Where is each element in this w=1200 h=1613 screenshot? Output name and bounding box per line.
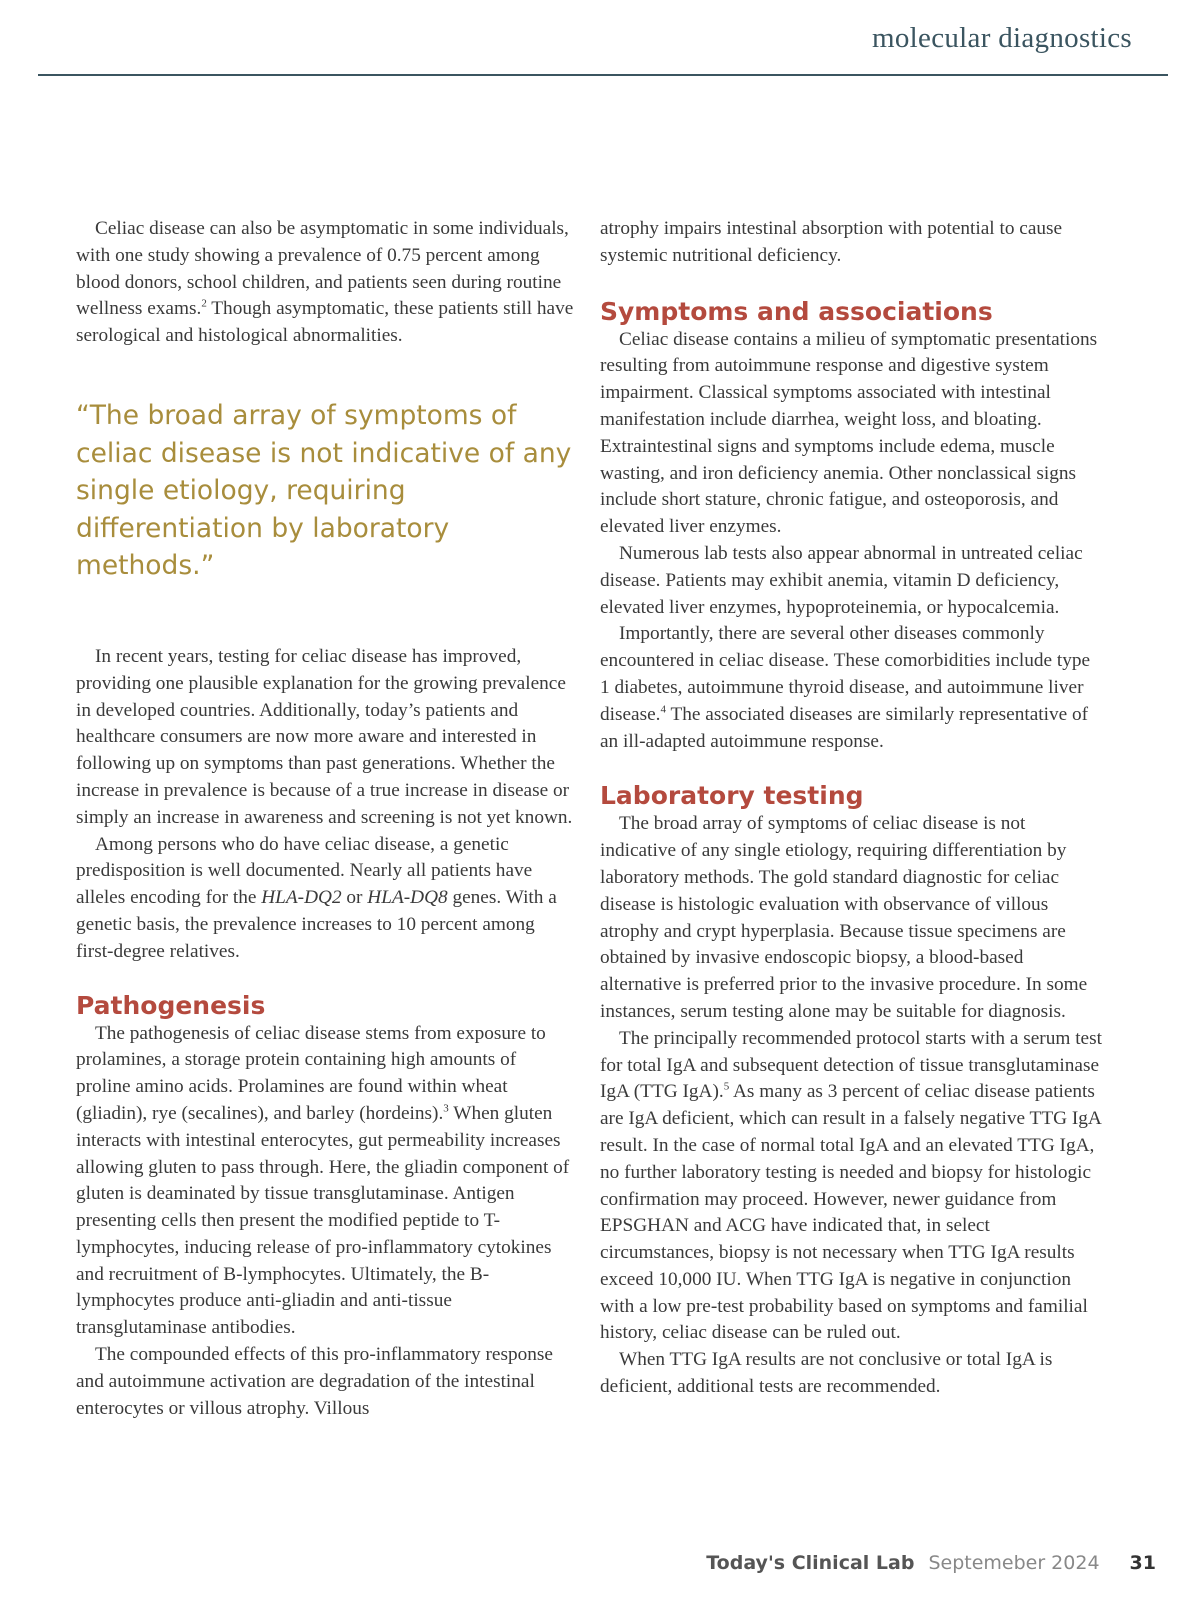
right-column	[600, 216, 1102, 1401]
header-rule	[38, 74, 1168, 76]
page-footer	[706, 1552, 1156, 1574]
section-heading-symptoms: Symptoms and associations	[600, 296, 993, 326]
paragraph: The pathogenesis of celiac disease stems from exposure to prolamines, a storage protein containing high amounts of proline amino acids. Prolamines are found within wheat (gliadin), rye (secalines), and barley (hordeins).$^3$ When gluten interacts with intestinal enterocytes, gut permeability increases allowing gluten to pass through. Here, the gliadin component of gluten is deaminated by tissue transglutaminase. Antigen presenting cells then present the modified peptide to T-lymphocytes, inducing release of pro-inflammatory cytokines and recruitment of B-lymphocytes. Ultimately, the B-lymphocytes produce anti-gliadin and anti-tissue transglutaminase antibodies.	[76, 1022, 570, 1339]
paragraph: Celiac disease can also be asymptomatic in some individuals, with one study showing a prevalence of 0.75 percent among blood donors, school children, and patients seen during routine wellness exams.$^2$ Though asymptomatic, these patients still have serological and histological abnormalities.	[76, 218, 574, 347]
section-heading-pathogenesis: Pathogenesis	[76, 990, 266, 1020]
paragraph: In recent years, testing for celiac disease has improved, providing one plausible explanation for the growing prevalence in developed countries. Additionally, today’s patients and healthcare consumers are now more aware and interested in following up on symptoms than past generations. Whether the increase in prevalence is because of a true increase in disease or simply an increase in awareness and screening is not yet known.	[76, 645, 573, 828]
footnote-ref: 5	[723, 1080, 730, 1093]
header-section-title: molecular diagnostics	[872, 22, 1132, 54]
paragraph: Importantly, there are several other diseases commonly encountered in celiac disease. These comorbidities include type 1 diabetes, autoimmune thyroid disease, and autoimmune liver disease.$^4$ The associated diseases are similarly representative of an ill-adapted autoimmune response.	[600, 623, 1091, 752]
paragraph: When TTG IgA results are not conclusive or total IgA is deficient, additional tests are recommended.	[600, 1349, 1053, 1398]
paragraph: The compounded effects of this pro-inflammatory response and autoimmune activation are degradation of the intestinal enterocytes or villous atrophy. Villous	[76, 1344, 553, 1419]
paragraph: Celiac disease contains a milieu of symptomatic presentations resulting from autoimmune response and digestive system impairment. Classical symptoms associated with intestinal manifestation include diarrhea, weight loss, and bloating. Extraintestinal signs and symptoms include edema, muscle wasting, and iron deficiency anemia. Other nonclassical signs include short stature, chronic fatigue, and osteoporosis, and elevated liver enzymes.	[600, 328, 1098, 538]
left-column	[76, 216, 574, 1422]
publication-name: Today's Clinical Lab	[706, 1552, 915, 1574]
pull-quote: “The broad array of symptoms of celiac disease is not indicative of any single etiology, requiring differentiation by laboratory methods.”	[76, 399, 572, 582]
paragraph: atrophy impairs intestinal absorption with potential to cause systemic nutritional deficiency.	[600, 218, 1063, 266]
paragraph: The principally recommended protocol starts with a serum test for total IgA and subsequent detection of tissue transglutaminase IgA (TTG IgA).$^5$ As many as 3 percent of celiac disease patients are IgA deficient, which can result in a falsely negative TTG IgA result. In the case of normal total IgA and an elevated TTG IgA, no further laboratory testing is needed and biopsy for histologic confirmation may proceed. However, newer guidance from EPSGHAN and ACG have indicated that, in select circumstances, biopsy is not necessary when TTG IgA results exceed 10,000 IU. When TTG IgA is negative in conjunction with a low pre-test probability based on symptoms and familial history, celiac disease can be ruled out.	[600, 1027, 1102, 1344]
issue-date: Septemeber 2024	[928, 1552, 1100, 1574]
page-number: 31	[1129, 1552, 1156, 1574]
paragraph: The broad array of symptoms of celiac disease is not indicative of any single etiology, requiring differentiation by laboratory methods. The gold standard diagnostic for celiac disease is histologic evaluation with observance of villous atrophy and crypt hyperplasia. Because tissue specimens are obtained by invasive endoscopic biopsy, a blood-based alternative is preferred prior to the invasive procedure. In some instances, serum testing alone may be suitable for diagnosis.	[600, 813, 1088, 1022]
paragraph: Among persons who do have celiac disease, a genetic predisposition is well documented. Nearly all patients have alleles encoding for the HLA-DQ2 or HLA-DQ8 genes. With a genetic basis, the prevalence increases to 10 percent among first-degree relatives.	[76, 833, 557, 962]
footnote-ref: 3	[443, 1102, 449, 1115]
paragraph: Numerous lab tests also appear abnormal in untreated celiac disease. Patients may exhibit anemia, vitamin D deficiency, elevated liver enzymes, hypoproteinemia, or hypocalcemia.	[600, 542, 1083, 618]
footnote-ref: 2	[201, 297, 207, 310]
footnote-ref: 4	[660, 703, 666, 716]
section-heading-laboratory-testing: Laboratory testing	[600, 781, 864, 811]
